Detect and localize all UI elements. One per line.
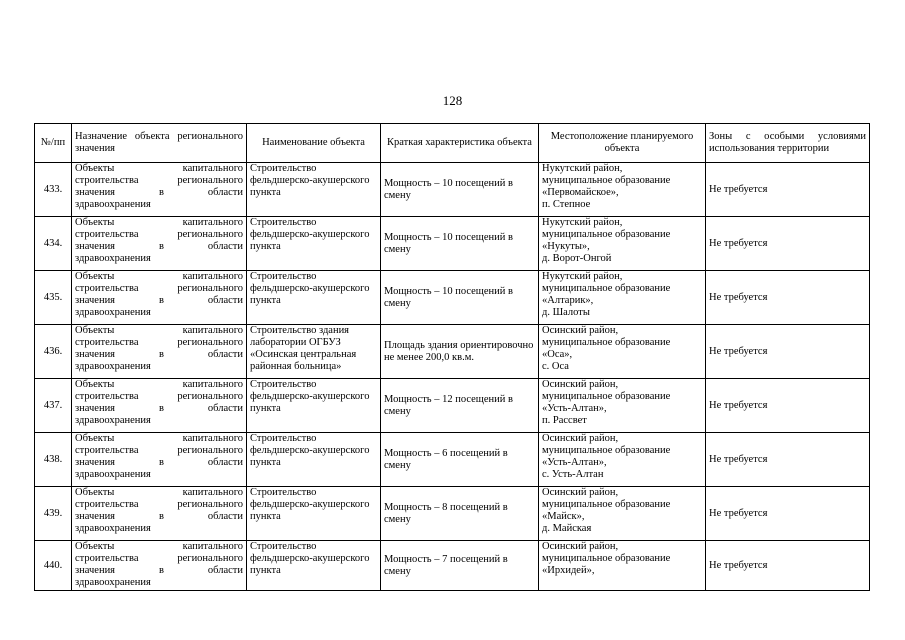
row-number: 437. — [35, 379, 72, 433]
header-name: Наименование объекта — [247, 124, 381, 163]
table-row — [35, 433, 870, 487]
purpose-line: строительства регионального — [75, 283, 243, 294]
location-line: д. Майская — [542, 523, 592, 534]
location-line: д. Шалоты — [542, 307, 590, 318]
location-line: Нукутский район, — [542, 271, 623, 282]
location-line: Осинский район, — [542, 487, 619, 498]
table-row — [35, 487, 870, 541]
zones-cell: Не требуется — [706, 163, 870, 217]
characteristic-cell: Мощность – 10 посещений в смену — [381, 217, 539, 271]
purpose-line: здравоохранения — [75, 361, 151, 372]
location-line: Осинский район, — [542, 379, 619, 390]
location-cell — [539, 163, 706, 217]
purpose-line: строительства регионального — [75, 229, 243, 240]
location-line: Осинский район, — [542, 325, 619, 336]
location-line: муниципальное образование — [542, 445, 671, 456]
object-name-cell: Строительство здания лаборатории ОГБУЗ «Осинская центральная районная больница» — [247, 325, 381, 379]
zones-cell: Не требуется — [706, 271, 870, 325]
header-purpose: Назначение объекта регионального значения — [72, 124, 247, 163]
location-line: «Первомайское», — [542, 187, 619, 198]
purpose-line: здравоохранения — [75, 415, 151, 426]
location-line: муниципальное образование — [542, 391, 671, 402]
location-line: муниципальное образование — [542, 175, 671, 186]
zones-cell: Не требуется — [706, 541, 870, 591]
characteristic-cell: Мощность – 12 посещений в смену — [381, 379, 539, 433]
purpose-line: Объекты капитального — [75, 325, 243, 336]
object-name-cell: Строительство фельдшерско-акушерского пункта — [247, 217, 381, 271]
purpose-line: строительства регионального — [75, 553, 243, 564]
purpose-line: здравоохранения — [75, 307, 151, 318]
purpose-line: строительства регионального — [75, 391, 243, 402]
location-line: муниципальное образование — [542, 283, 671, 294]
purpose-line: Объекты капитального — [75, 217, 243, 228]
purpose-cell — [72, 487, 247, 541]
table-row — [35, 541, 870, 591]
location-line: муниципальное образование — [542, 499, 671, 510]
location-cell — [539, 541, 706, 591]
location-cell — [539, 487, 706, 541]
purpose-line: значения в области — [75, 349, 243, 360]
purpose-line: здравоохранения — [75, 199, 151, 210]
location-line: п. Степное — [542, 199, 591, 210]
object-name-cell: Строительство фельдшерско-акушерского пункта — [247, 163, 381, 217]
location-cell — [539, 217, 706, 271]
characteristic-cell: Мощность – 10 посещений в смену — [381, 271, 539, 325]
object-name-cell: Строительство фельдшерско-акушерского пункта — [247, 271, 381, 325]
purpose-cell — [72, 271, 247, 325]
purpose-line: здравоохранения — [75, 469, 151, 480]
purpose-line: значения в области — [75, 403, 243, 414]
purpose-line: значения в области — [75, 295, 243, 306]
location-cell — [539, 379, 706, 433]
row-number: 435. — [35, 271, 72, 325]
object-name-cell: Строительство фельдшерско-акушерского пункта — [247, 541, 381, 591]
purpose-line: значения в области — [75, 241, 243, 252]
location-line: «Усть-Алтан», — [542, 403, 607, 414]
object-name-cell: Строительство фельдшерско-акушерского пункта — [247, 487, 381, 541]
purpose-cell — [72, 433, 247, 487]
location-line: «Ирхидей», — [542, 565, 595, 576]
table-row — [35, 217, 870, 271]
location-line: с. Оса — [542, 361, 569, 372]
row-number: 434. — [35, 217, 72, 271]
characteristic-cell: Мощность – 7 посещений в смену — [381, 541, 539, 591]
location-line: «Оса», — [542, 349, 573, 360]
header-num: №/пп — [35, 124, 72, 163]
location-line: д. Ворот-Онгой — [542, 253, 612, 264]
object-name-cell: Строительство фельдшерско-акушерского пункта — [247, 379, 381, 433]
location-line: Нукутский район, — [542, 217, 623, 228]
row-number: 440. — [35, 541, 72, 591]
purpose-line: Объекты капитального — [75, 541, 243, 552]
table-header-row — [35, 124, 870, 163]
characteristic-cell: Мощность – 8 посещений в смену — [381, 487, 539, 541]
location-line: Осинский район, — [542, 433, 619, 444]
table-body — [35, 163, 870, 591]
row-number: 436. — [35, 325, 72, 379]
location-cell — [539, 271, 706, 325]
location-line: «Майск», — [542, 511, 585, 522]
object-name-cell: Строительство фельдшерско-акушерского пункта — [247, 433, 381, 487]
zones-cell: Не требуется — [706, 487, 870, 541]
purpose-line: значения в области — [75, 565, 243, 576]
purpose-line: строительства регионального — [75, 337, 243, 348]
purpose-line: строительства регионального — [75, 175, 243, 186]
purpose-line: Объекты капитального — [75, 163, 243, 174]
table-row — [35, 271, 870, 325]
location-line: Осинский район, — [542, 541, 619, 552]
characteristic-cell: Мощность – 10 посещений в смену — [381, 163, 539, 217]
row-number: 439. — [35, 487, 72, 541]
purpose-line: значения в области — [75, 457, 243, 468]
purpose-cell — [72, 379, 247, 433]
purpose-line: Объекты капитального — [75, 487, 243, 498]
table-row — [35, 379, 870, 433]
table-row — [35, 163, 870, 217]
purpose-line: здравоохранения — [75, 523, 151, 534]
location-line: Нукутский район, — [542, 163, 623, 174]
location-line: с. Усть-Алтан — [542, 469, 604, 480]
location-line: п. Рассвет — [542, 415, 587, 426]
zones-cell: Не требуется — [706, 433, 870, 487]
purpose-line: значения в области — [75, 511, 243, 522]
purpose-cell — [72, 217, 247, 271]
objects-table — [34, 123, 870, 591]
purpose-line: значения в области — [75, 187, 243, 198]
purpose-cell — [72, 163, 247, 217]
location-line: муниципальное образование — [542, 337, 671, 348]
row-number: 433. — [35, 163, 72, 217]
zones-cell: Не требуется — [706, 217, 870, 271]
zones-cell: Не требуется — [706, 379, 870, 433]
characteristic-cell: Площадь здания ориентировочно не менее 200,0 кв.м. — [381, 325, 539, 379]
location-line: «Нукуты», — [542, 241, 590, 252]
purpose-line: строительства регионального — [75, 499, 243, 510]
header-characteristic: Краткая характеристика объекта — [381, 124, 539, 163]
purpose-line: Объекты капитального — [75, 271, 243, 282]
location-line: муниципальное образование — [542, 229, 671, 240]
page-number: 128 — [442, 93, 463, 108]
location-line: «Усть-Алтан», — [542, 457, 607, 468]
characteristic-cell: Мощность – 6 посещений в смену — [381, 433, 539, 487]
purpose-line: Объекты капитального — [75, 379, 243, 390]
purpose-line: здравоохранения — [75, 577, 151, 588]
zones-cell: Не требуется — [706, 325, 870, 379]
purpose-line: Объекты капитального — [75, 433, 243, 444]
purpose-line: здравоохранения — [75, 253, 151, 264]
table-row — [35, 325, 870, 379]
row-number: 438. — [35, 433, 72, 487]
header-location: Местоположение планируемого объекта — [539, 124, 706, 163]
purpose-cell — [72, 325, 247, 379]
purpose-cell — [72, 541, 247, 591]
header-zones: Зоны с особыми условиями использования территории — [706, 124, 870, 163]
location-line: «Алтарик», — [542, 295, 594, 306]
location-cell — [539, 433, 706, 487]
location-line: муниципальное образование — [542, 553, 671, 564]
purpose-line: строительства регионального — [75, 445, 243, 456]
location-cell — [539, 325, 706, 379]
